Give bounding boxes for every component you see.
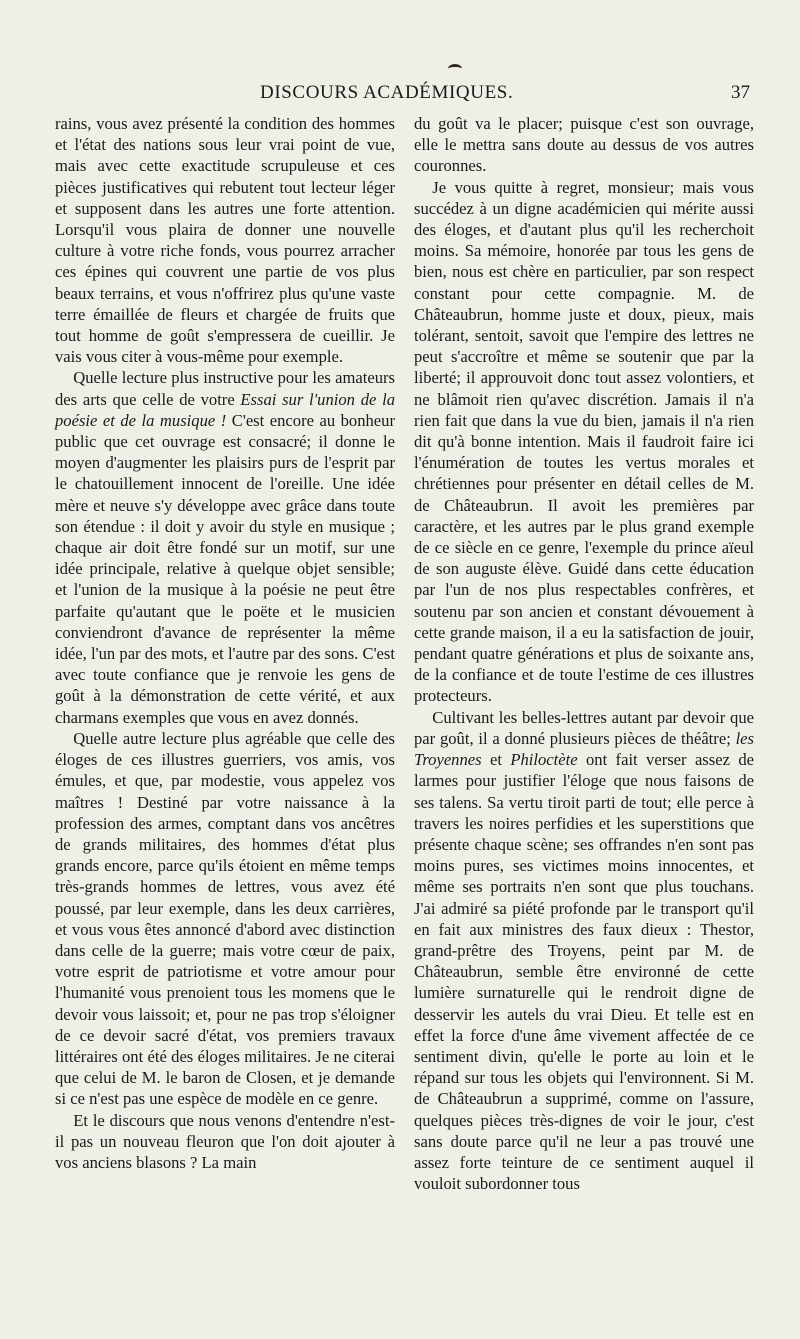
text-run: Quelle lecture plus instructive pour les amateurs des arts que celle de votre	[55, 368, 395, 409]
paragraph: rains, vous avez présenté la condition des hommes et l'état des nations sous leur vrai point de vue, mais avec cette exactitude scrupuleuse et ces pièces justificatives qui rebutent tout lecteur léger et supposent dans les autres une forte attention. Lorsqu'il vous plaira de donner une nouvelle culture à votre riche fonds, vous pourrez arracher ces épines qui couvrent une partie de vos plus beaux terrains, et vous n'offrirez plus qu'une vaste terre émaillée de fleurs et chargée de fruits que tout homme de goût s'empressera de cueillir. Je vais vous citer à vous-même pour exemple.	[55, 114, 395, 367]
text-run: Cultivant les belles-lettres autant par devoir que par goût, il a donné plusieurs pièces de théâtre;	[414, 707, 754, 748]
text-run: C'est encore au bonheur public que cet ouvrage est consacré; il donne le moyen d'augmenter les plaisirs purs de l'esprit par le chatouillement innocent de l'oreille. Une idée mère et neuve s'y développe avec grâce dans toute son étendue : il doit y avoir du style en musique ; chaque air doit être fondé sur un motif, sur une idée principale, relative à quelque objet sensible; et l'union de la musique à la poésie ne peut être parfaite qu'autant que le poëte et le musicien conviendront d'avance de représenter la même idée, l'un par des mots, et l'autre par des sons. C'est avec toute confiance que je renvoie les gens de goût à la démonstration de cette vérité, et aux charmans exemples que vous en avez donnés.	[55, 410, 395, 727]
printer-ornament	[448, 64, 462, 73]
running-title: DISCOURS ACADÉMIQUES.	[260, 82, 514, 103]
paragraph: Je vous quitte à regret, monsieur; mais vous succédez à un digne académicien qui mérite aussi des éloges, et d'autant plus qu'il les recherchoit moins. Sa mémoire, honorée par tous les gens de bien, nous est chère en particulier, par son respect constant pour cette compagnie. M. de Châteaubrun, homme juste et doux, pieux, mais tolérant, sentoit, savoit que l'empire des lettres ne peut s'accroître et même se soutenir que par la liberté; il approuvoit donc tout assez volontiers, et ne blâmoit rien qu'avec discrétion. Jamais il n'a rien fait que dans la vue du bien, jamais il n'a rien dit qu'à bonne intention. Mais il faudroit faire ici l'énumération de toutes les vertus morales et chrétiennes pour présenter en détail celles de M. de Châteaubrun. Il avoit les premières par caractère, et les autres par le plus grand exemple de ce siècle en ce genre, l'exemple du prince aïeul de son auguste élève. Guidé dans cette éducation par l'un de nos plus respectables confrères, et soutenu par son ancien et constant dévouement à cette grande maison, il a eu la satisfaction de jouir, pendant quatre générations et plus de soixante ans, de la confiance et de toute l'estime de ces illustres protecteurs.	[414, 177, 754, 706]
page-header	[250, 82, 750, 108]
page-number: 37	[731, 82, 750, 103]
paragraph	[55, 367, 395, 727]
text-run: et	[481, 750, 511, 770]
paragraph: du goût va le placer; puisque c'est son ouvrage, elle le mettra sans doute au dessus de vos autres couronnes.	[414, 114, 754, 176]
left-column	[55, 113, 395, 1173]
italic-title: les Troyennes	[414, 728, 754, 770]
paragraph	[414, 707, 754, 1195]
right-column	[414, 113, 754, 1194]
italic-title: Philoctète	[510, 750, 578, 770]
italic-title: Essai sur l'union de la poésie et de la musique !	[55, 389, 395, 430]
paragraph: Et le discours que nous venons d'entendre n'est-il pas un nouveau fleuron que l'on doit ajouter à vos anciens blasons ? La main	[55, 1110, 395, 1172]
paragraph: Quelle autre lecture plus agréable que celle des éloges de ces illustres guerriers, vos amis, vos émules, et que, par modestie, vous appelez vos maîtres ! Destiné par votre naissance à la profession des armes, comptant dans vos ancêtres de grands militaires, des hommes d'état plus grands encore, parce qu'ils étoient en même temps très-grands hommes de lettres, vous avez été poussé, par leur exemple, dans les deux carrières, et vous vous êtes annoncé d'abord avec distinction dans celle de la guerre; mais votre cœur de paix, votre esprit de patriotisme et votre amour pour l'humanité vous prenoient tous les momens que le devoir vous laissoit; et, pour ne pas trop s'éloigner de ce devoir sacré d'état, vos premiers travaux littéraires ont été des éloges militaires. Je ne citerai que celui de M. le baron de Closen, et je demande si ce n'est pas une espèce de modèle en ce genre.	[55, 728, 395, 1109]
text-run: ont fait verser assez de larmes pour justifier l'éloge que nous faisons de ses talens. Sa vertu tiroit parti de tout; elle perce à travers les noires perfidies et les superstitions que présente chaque scène; ses offrandes n'en sont pas moins pures, ses victimes moins innocentes, et même ses portraits n'en sont que plus touchans. J'ai admiré sa piété profonde par le transport qu'il en fait aux ministres des faux dieux : Thestor, grand-prêtre des Troyens, peint par M. de Châteaubrun, semble être environné de cette lumière surnaturelle qui le rendroit digne de desservir les autels du vrai Dieu. Et telle est en effet la force d'une âme vivement affectée de ce sentiment divin, qu'elle le porte au loin et le répand sur tous les objets qui l'environnent. Si M. de Châteaubrun a supprimé, comme on l'assure, quelques pièces très-dignes de voir le jour, c'est sans doute parce qu'il ne leur a pas trouvé une assez forte teinture de ce sentiment auquel il vouloit subordonner tous	[414, 750, 754, 1194]
